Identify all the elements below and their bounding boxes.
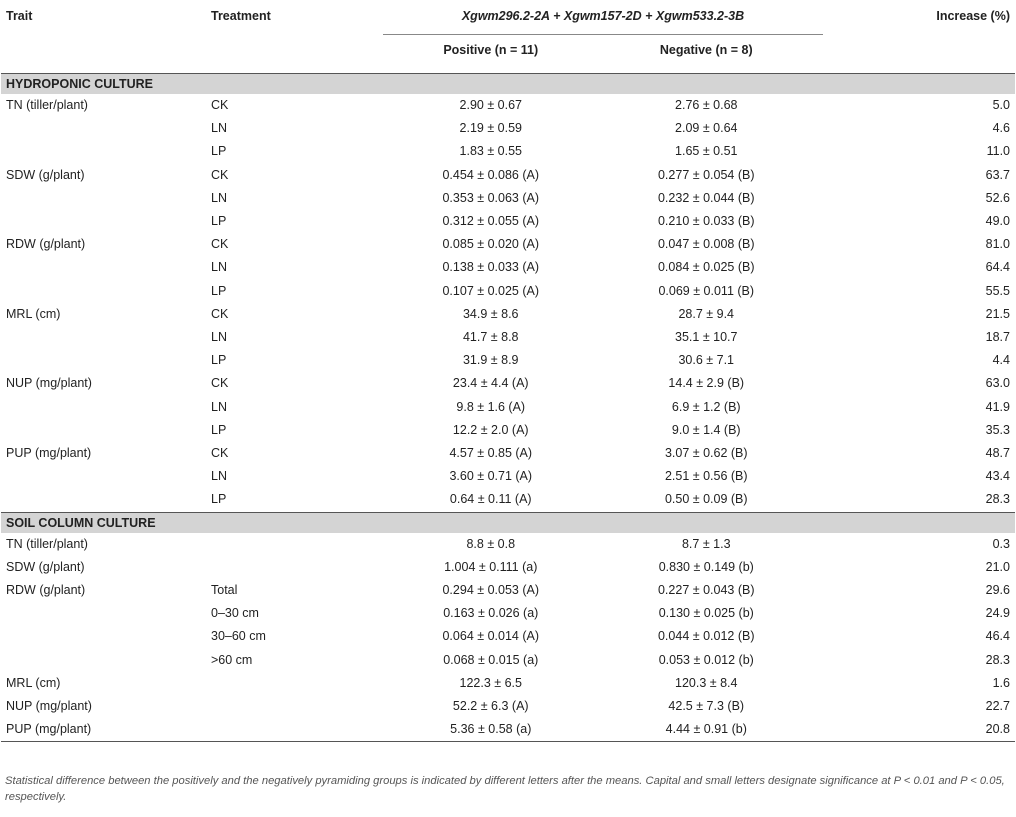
cell-positive: 34.9 ± 8.6 [462,306,519,321]
cell-increase: 5.0 [992,98,1010,112]
cell-positive: 31.9 ± 8.9 [462,353,519,368]
table-row [1,488,1015,512]
cell-trait: RDW (g/plant) [6,583,86,598]
cell-increase: 29.6 [985,583,1010,598]
table-row [1,303,1015,326]
cell-negative: 9.0 ± 1.4 (B) [671,422,741,437]
cell-positive: 4.57 ± 0.85 (A) [449,446,533,461]
cell-increase: 52.6 [985,190,1010,205]
cell-increase: 11.0 [986,144,1010,159]
section-header-row [1,74,1015,95]
table-row [1,695,1015,718]
section-title: SOIL COLUMN CULTURE [1,512,1015,533]
cell-treatment [211,672,383,695]
cell-negative: 120.3 ± 8.4 [675,675,738,690]
table-row [1,419,1015,442]
cell-positive: 0.107 ± 0.025 (A) [442,283,539,298]
cell-treatment [211,695,383,718]
cell-positive: 1.83 ± 0.55 [459,144,522,159]
cell-increase: 46.4 [985,629,1010,644]
cell-negative: 0.227 ± 0.043 (B) [657,583,755,598]
cell-treatment: LN [211,469,227,484]
cell-negative: 0.232 ± 0.044 (B) [657,190,755,205]
spacer-row [1,65,1015,74]
cell-positive: 122.3 ± 6.5 [459,675,522,690]
cell-increase: 43.4 [985,469,1010,484]
header-positive: Positive (n = 11) [443,43,539,57]
header-marker-group [383,0,814,35]
cell-treatment [211,718,383,742]
cell-increase: 21.5 [985,306,1010,321]
cell-treatment: LN [211,190,227,205]
cell-increase: 28.3 [985,652,1010,667]
cell-treatment: LN [211,121,227,136]
cell-treatment [211,556,383,579]
cell-negative: 0.130 ± 0.025 (b) [658,606,754,621]
cell-negative: 6.9 ± 1.2 (B) [671,399,741,414]
header-row-main [1,0,1015,35]
cell-negative: 0.277 ± 0.054 (B) [657,167,755,182]
cell-treatment: CK [211,376,229,391]
cell-increase: 41.9 [985,399,1010,414]
cell-positive: 2.19 ± 0.59 [459,121,522,136]
table-row [1,210,1015,233]
table-row [1,625,1015,648]
cell-positive: 9.8 ± 1.6 (A) [456,399,526,414]
cell-treatment: 30–60 cm [211,629,266,644]
cell-increase: 0.3 [992,536,1010,551]
cell-negative: 35.1 ± 10.7 [675,330,738,345]
cell-negative: 0.210 ± 0.033 (B) [657,214,755,229]
cell-negative: 42.5 ± 7.3 (B) [668,699,745,714]
cell-negative: 14.4 ± 2.9 (B) [668,376,745,391]
cell-negative: 28.7 ± 9.4 [678,306,734,321]
data-table [1,0,1015,742]
cell-negative: 2.76 ± 0.68 [675,98,738,112]
cell-trait: NUP (mg/plant) [6,699,92,714]
table-row [1,602,1015,625]
table-row [1,396,1015,419]
cell-treatment: LP [211,144,227,159]
cell-positive: 0.353 ± 0.063 (A) [442,190,539,205]
table-footnote: Statistical difference between the positively and the negatively pyramiding groups is indicated by different letters after the means. Capital and small letters designate significance at P < 0.01 and P < 0.05, respectively. [5,775,1005,803]
header-trait: Trait [6,9,33,23]
cell-treatment: LN [211,260,227,275]
cell-trait: TN (tiller/plant) [6,536,88,551]
cell-trait: TN (tiller/plant) [6,98,88,112]
cell-increase: 55.5 [985,283,1010,298]
cell-increase: 81.0 [985,237,1010,252]
cell-increase: 18.7 [985,330,1010,345]
cell-treatment: CK [211,306,229,321]
cell-trait: RDW (g/plant) [6,237,86,252]
cell-increase: 4.6 [992,121,1010,136]
cell-positive: 8.8 ± 0.8 [466,536,516,551]
cell-treatment: LP [211,492,227,507]
cell-positive: 0.064 ± 0.014 (A) [442,629,539,644]
cell-negative: 0.50 ± 0.09 (B) [664,492,748,507]
table-row [1,117,1015,140]
cell-treatment: LN [211,399,227,414]
cell-increase: 63.0 [985,376,1010,391]
cell-trait: PUP (mg/plant) [1,718,211,742]
cell-positive: 0.64 ± 0.11 (A) [449,492,532,507]
cell-trait [1,396,211,419]
cell-trait [1,117,211,140]
cell-negative: 0.053 ± 0.012 (b) [658,652,754,667]
cell-positive: 0.454 ± 0.086 (A) [442,167,539,182]
cell-trait [1,625,211,648]
cell-negative: 0.830 ± 0.149 (b) [658,559,754,574]
cell-increase: 28.3 [985,492,1010,507]
cell-trait [1,326,211,349]
cell-increase: 22.7 [985,699,1010,714]
cell-negative: 2.51 ± 0.56 (B) [664,469,748,484]
cell-negative: 4.44 ± 0.91 (b) [599,718,815,742]
cell-trait: MRL (cm) [6,306,61,321]
table-row [1,556,1015,579]
cell-treatment: LP [211,283,227,298]
cell-negative: 0.044 ± 0.012 (B) [657,629,755,644]
cell-negative: 30.6 ± 7.1 [678,353,734,368]
table-row [1,465,1015,488]
cell-trait [1,256,211,279]
table-row [1,164,1015,187]
cell-trait: NUP (mg/plant) [6,376,92,391]
cell-increase: 35.3 [985,422,1010,437]
table-row [1,94,1015,117]
cell-trait [1,649,211,672]
cell-trait [1,140,211,163]
table-row [1,533,1015,556]
cell-increase: 49.0 [985,214,1010,229]
table-row [1,672,1015,695]
cell-negative: 3.07 ± 0.62 (B) [664,446,748,461]
table-row [1,442,1015,465]
cell-treatment: 0–30 cm [211,606,259,621]
cell-negative: 2.09 ± 0.64 [675,121,738,136]
cell-increase: 63.7 [985,167,1010,182]
cell-increase: 24.9 [985,606,1010,621]
cell-increase: 48.7 [985,446,1010,461]
section-title: HYDROPONIC CULTURE [1,74,1015,95]
cell-increase: 1.6 [992,675,1010,690]
table-header [1,0,1015,65]
cell-increase: 64.4 [985,260,1010,275]
header-marker-group-label: Xgwm296.2-2A + Xgwm157-2D + Xgwm533.2-3B [383,6,823,35]
header-treatment: Treatment [211,9,271,23]
cell-trait [1,280,211,303]
table-row [1,649,1015,672]
cell-trait: SDW (g/plant) [6,167,85,182]
cell-negative: 0.084 ± 0.025 (B) [657,260,755,275]
cell-trait [1,187,211,210]
table-row [1,326,1015,349]
cell-trait: PUP (mg/plant) [6,446,92,461]
cell-positive: 12.2 ± 2.0 (A) [452,422,529,437]
cell-positive: 2.90 ± 0.67 [459,98,522,112]
cell-treatment: CK [211,98,229,112]
cell-treatment: LP [211,422,227,437]
table-row [1,349,1015,372]
cell-treatment: CK [211,167,229,182]
cell-treatment: CK [211,237,229,252]
cell-trait [1,602,211,625]
cell-treatment: LP [211,214,227,229]
cell-treatment: LP [211,353,227,368]
table-row [1,140,1015,163]
cell-increase: 4.4 [992,353,1010,368]
cell-trait [1,465,211,488]
cell-increase: 20.8 [814,718,1015,742]
table-row [1,718,1015,742]
cell-trait: SDW (g/plant) [6,559,85,574]
table-body [1,65,1015,742]
cell-treatment: CK [211,446,229,461]
cell-positive: 5.36 ± 0.58 (a) [383,718,599,742]
cell-positive: 0.312 ± 0.055 (A) [442,214,539,229]
cell-trait [1,488,211,512]
table-row [1,256,1015,279]
cell-treatment [211,533,383,556]
cell-positive: 41.7 ± 8.8 [462,330,519,345]
cell-positive: 1.004 ± 0.111 (a) [444,559,538,574]
header-increase: Increase (%) [936,9,1010,23]
section-header-row [1,512,1015,533]
cell-negative: 0.069 ± 0.011 (B) [658,283,755,298]
cell-trait [1,419,211,442]
cell-negative: 0.047 ± 0.008 (B) [657,237,755,252]
cell-positive: 0.085 ± 0.020 (A) [442,237,539,252]
table-row [1,233,1015,256]
cell-positive: 0.068 ± 0.015 (a) [443,652,539,667]
cell-trait: MRL (cm) [6,675,61,690]
table-row [1,372,1015,395]
cell-positive: 0.138 ± 0.033 (A) [442,260,539,275]
cell-negative: 1.65 ± 0.51 [675,144,738,159]
cell-positive: 52.2 ± 6.3 (A) [452,699,529,714]
cell-increase: 21.0 [985,559,1010,574]
cell-positive: 23.4 ± 4.4 (A) [452,376,529,391]
cell-positive: 0.294 ± 0.053 (A) [442,583,539,598]
cell-treatment: LN [211,330,227,345]
cell-positive: 0.163 ± 0.026 (a) [443,606,539,621]
cell-trait [1,210,211,233]
cell-treatment: Total [211,583,238,598]
header-negative: Negative (n = 8) [659,43,753,57]
cell-treatment: >60 cm [211,652,253,667]
table-row [1,187,1015,210]
cell-positive: 3.60 ± 0.71 (A) [449,469,533,484]
header-row-sub [1,35,1015,65]
cell-trait [1,349,211,372]
table-row [1,579,1015,602]
table-row [1,280,1015,303]
cell-negative: 8.7 ± 1.3 [681,536,731,551]
